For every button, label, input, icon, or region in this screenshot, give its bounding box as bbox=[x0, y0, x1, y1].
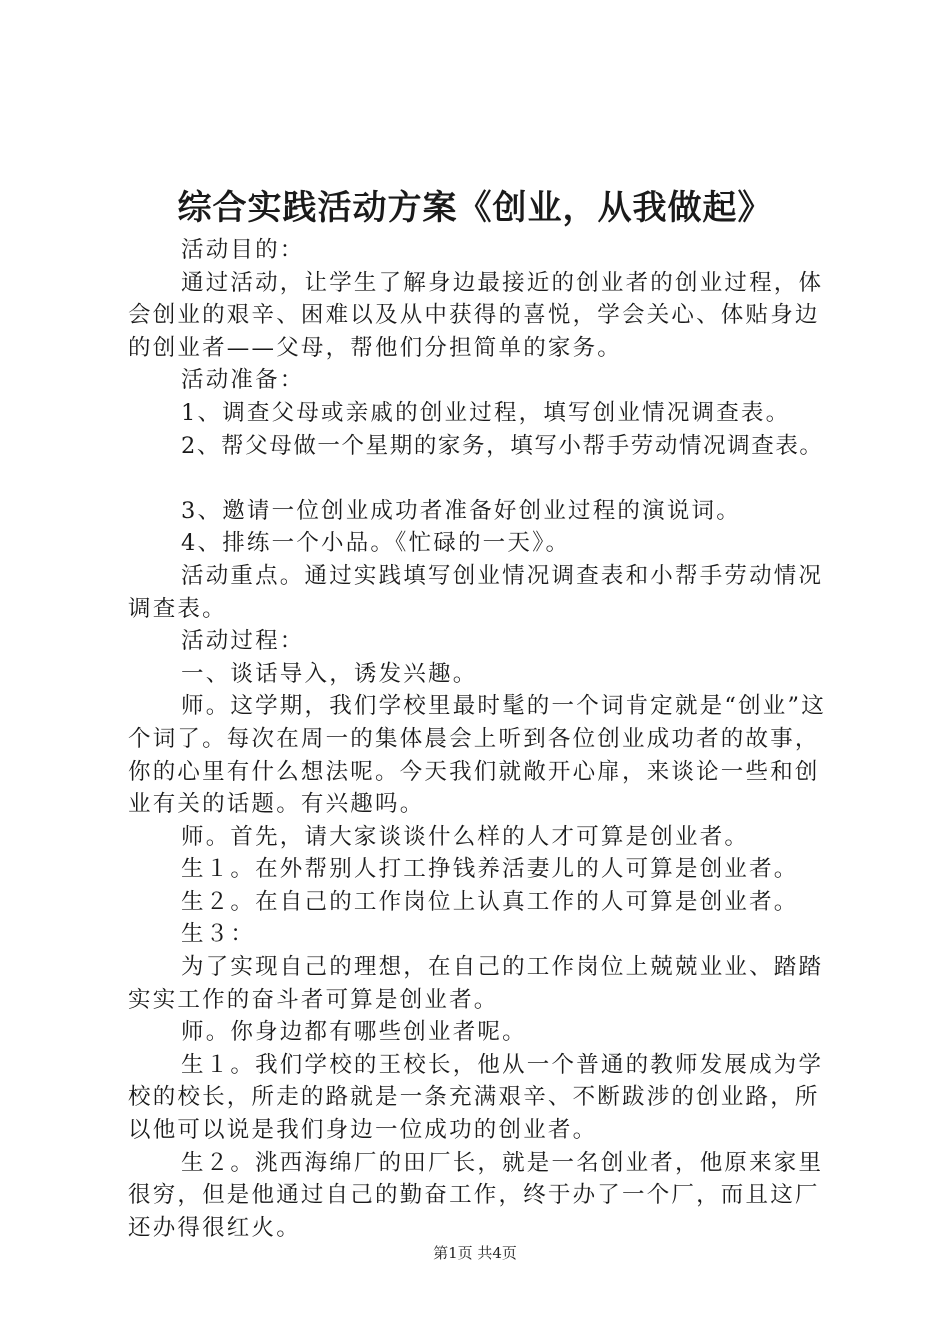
dialogue-student-1b: 生１。我们学校的王校长，他从一个普通的教师发展成为学校的校长，所走的路就是一条充满艰辛、不断跋涉的创业路，所以他可以说是我们身边一位成功的创业者。 bbox=[128, 1051, 824, 1144]
dialogue-teacher-2: 师。首先，请大家谈谈什么样的人才可算是创业者。 bbox=[181, 823, 750, 850]
paragraph-focus: 活动重点。通过实践填写创业情况调查表和小帮手劳动情况调查表。 bbox=[128, 562, 824, 622]
blank-line bbox=[128, 462, 833, 495]
dialogue-teacher-1: 师。这学期，我们学校里最时髦的一个词肯定就是“创业”这个词了。每次在周一的集体晨会上听到各位创业成功者的故事，你的心里有什么想法呢。今天我们就敞开心扉，来谈论一些和创业有关的话题。有兴趣吗。 bbox=[128, 693, 826, 818]
dialogue-student-3-label: 生３： bbox=[181, 921, 256, 948]
document-title: 综合实践活动方案《创业，从我做起》 bbox=[177, 188, 773, 228]
document-body bbox=[128, 234, 833, 1244]
page-footer: 第1页 共4页 bbox=[433, 1244, 517, 1262]
section-heading-process: 活动过程： bbox=[181, 628, 305, 655]
list-item-preparation-1: 1、调查父母或亲戚的创业过程，填写创业情况调查表。 bbox=[181, 399, 791, 426]
section-heading-purpose: 活动目的： bbox=[181, 237, 305, 263]
dialogue-student-1: 生１。在外帮别人打工挣钱养活妻儿的人可算是创业者。 bbox=[181, 856, 799, 883]
dialogue-student-2: 生２。在自己的工作岗位上认真工作的人可算是创业者。 bbox=[181, 888, 799, 915]
paragraph-purpose: 通过活动，让学生了解身边最接近的创业者的创业过程，体会创业的艰辛、困难以及从中获得的喜悦，学会关心、体贴身边的创业者——父母，帮他们分担简单的家务。 bbox=[128, 269, 824, 361]
list-item-preparation-4: 4、排练一个小品。《忙碌的一天》。 bbox=[181, 530, 571, 557]
list-item-preparation-3: 3、邀请一位创业成功者准备好创业过程的演说词。 bbox=[181, 497, 741, 524]
section-heading-preparation: 活动准备： bbox=[181, 367, 305, 394]
dialogue-teacher-3: 师。你身边都有哪些创业者呢。 bbox=[181, 1019, 527, 1046]
dialogue-student-3: 为了实现自己的理想，在自己的工作岗位上兢兢业业、踏踏实实工作的奋斗者可算是创业者。 bbox=[128, 954, 824, 1013]
dialogue-student-2b: 生２。洮西海绵厂的田厂长，就是一名创业者，他原来家里很穷，但是他通过自己的勤奋工作，终于办了一个厂，而且这厂还办得很红火。 bbox=[128, 1149, 824, 1241]
subheading-intro: 一、谈话导入，诱发兴趣。 bbox=[181, 660, 478, 687]
list-item-preparation-2: 2、帮父母做一个星期的家务，填写小帮手劳动情况调查表。 bbox=[181, 432, 824, 459]
